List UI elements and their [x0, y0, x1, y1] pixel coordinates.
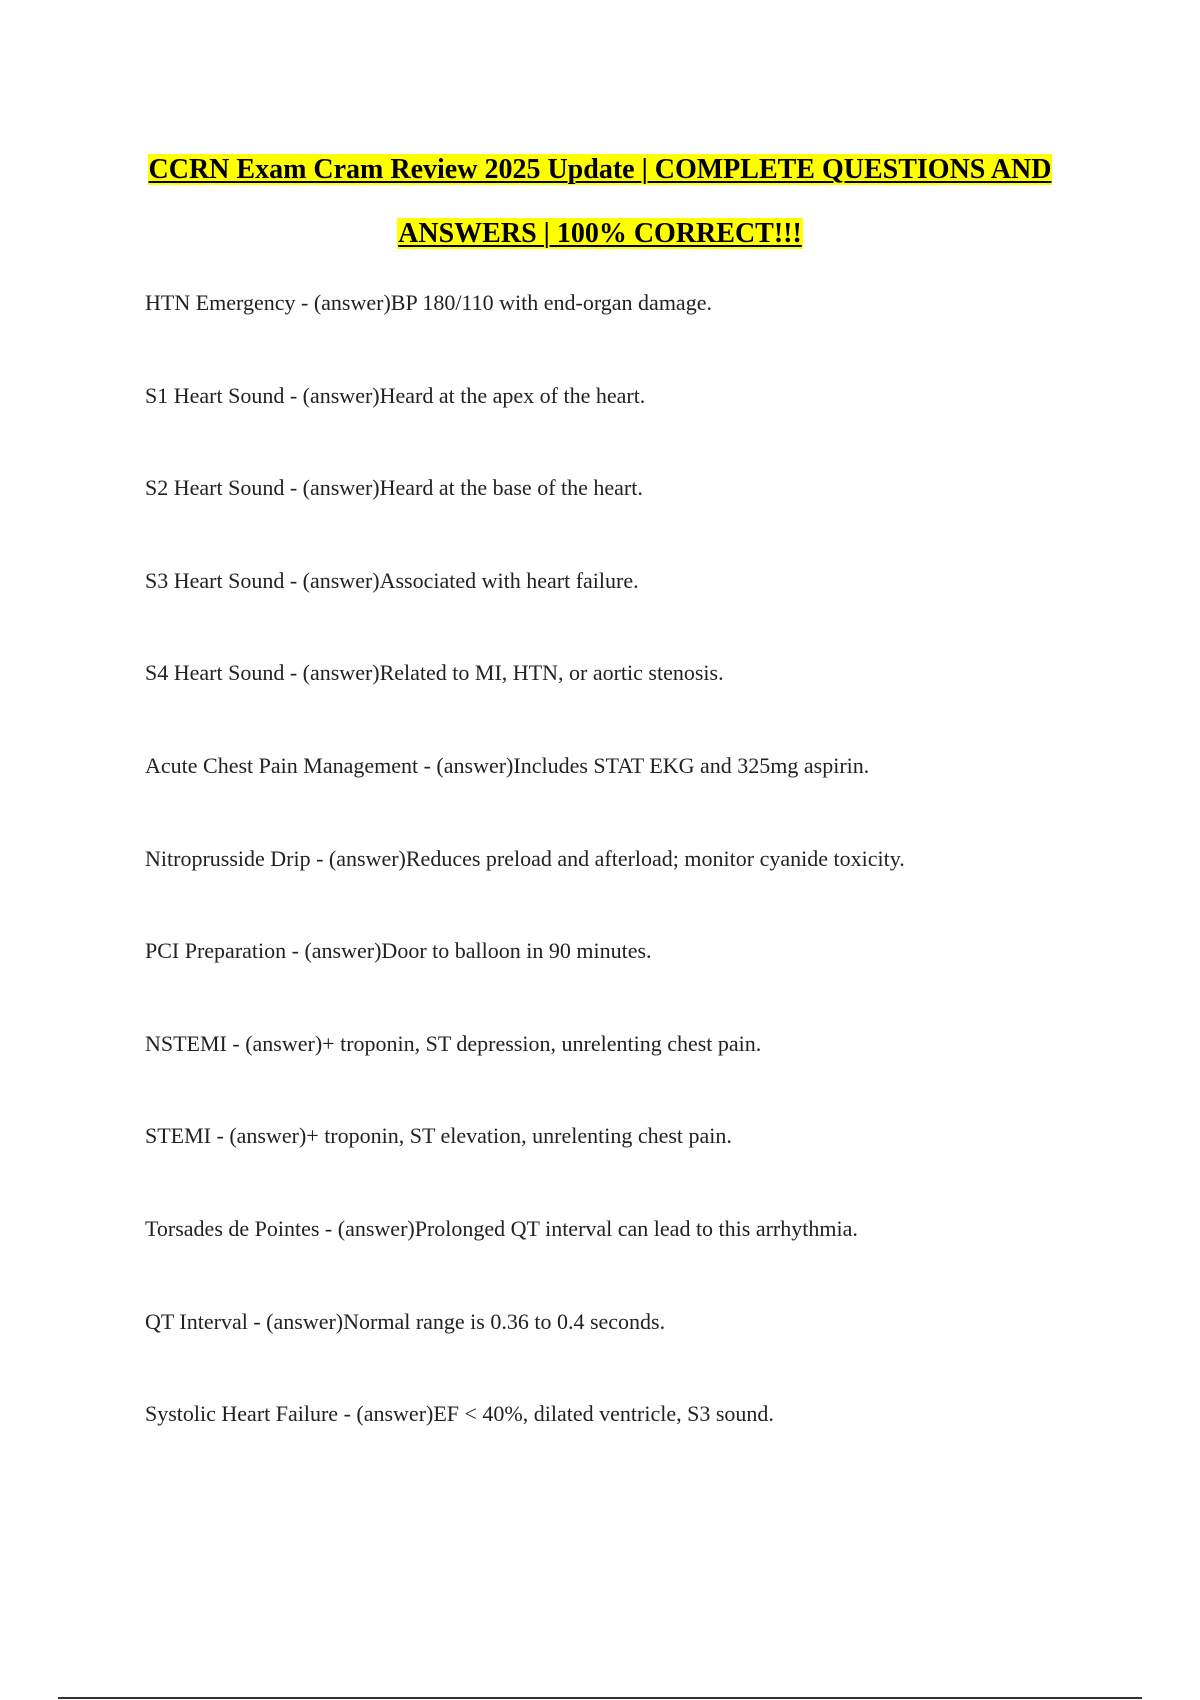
qa-item: HTN Emergency - (answer)BP 180/110 with end-organ damage.: [145, 290, 712, 315]
document-title: [100, 138, 1100, 266]
qa-item: S2 Heart Sound - (answer)Heard at the base of the heart.: [145, 475, 643, 501]
qa-list: [145, 290, 1105, 1494]
qa-item: S4 Heart Sound - (answer)Related to MI, HTN, or aortic stenosis.: [145, 660, 724, 686]
qa-item: Torsades de Pointes - (answer)Prolonged QT interval can lead to this arrhythmia.: [145, 1215, 858, 1241]
qa-item: S1 Heart Sound - (answer)Heard at the apex of the heart.: [145, 382, 646, 408]
title-line-1: CCRN Exam Cram Review 2025 Update | COMPLETE QUESTIONS AND: [148, 154, 1052, 185]
qa-item: Systolic Heart Failure - (answer)EF < 40%, dilated ventricle, S3 sound.: [145, 1401, 774, 1427]
qa-item: PCI Preparation - (answer)Door to balloon in 90 minutes.: [145, 938, 652, 964]
qa-item: Acute Chest Pain Management - (answer)Includes STAT EKG and 325mg aspirin.: [145, 752, 870, 778]
qa-item: Nitroprusside Drip - (answer)Reduces preload and afterload; monitor cyanide toxicity.: [145, 845, 905, 871]
qa-item: NSTEMI - (answer)+ troponin, ST depression, unrelenting chest pain.: [145, 1030, 762, 1056]
title-line-2: ANSWERS | 100% CORRECT!!!: [398, 218, 802, 249]
footer-divider: [58, 1697, 1142, 1699]
qa-item: S3 Heart Sound - (answer)Associated with heart failure.: [145, 567, 639, 593]
qa-item: QT Interval - (answer)Normal range is 0.36 to 0.4 seconds.: [145, 1308, 666, 1334]
qa-item: STEMI - (answer)+ troponin, ST elevation, unrelenting chest pain.: [145, 1123, 732, 1149]
